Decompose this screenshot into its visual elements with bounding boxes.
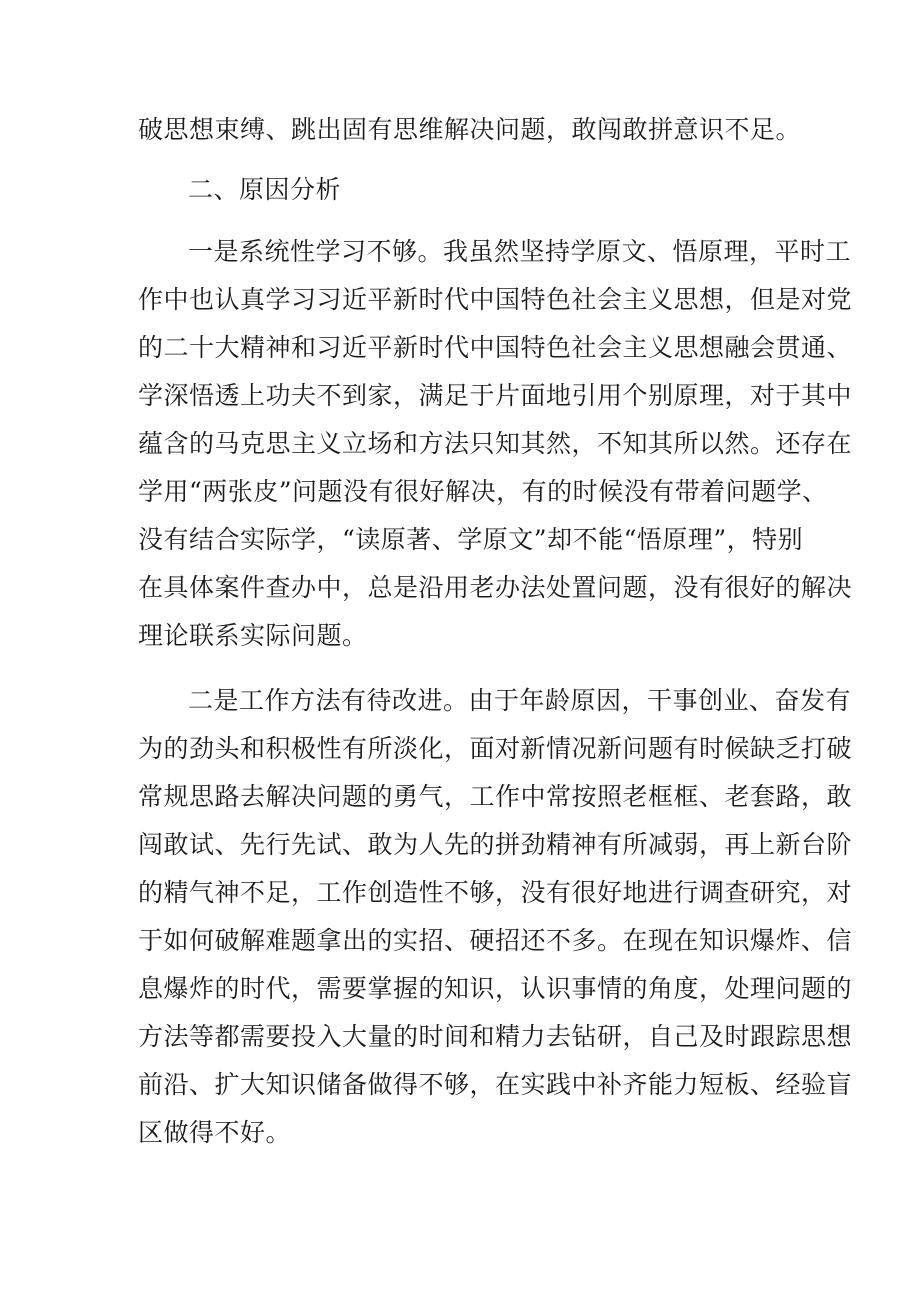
paragraph-line: 区做得不好。 bbox=[138, 1118, 292, 1147]
paragraph-line: 闯敢试、先行先试、敢为人先的拼劲精神有所减弱，再上新台阶 bbox=[138, 830, 853, 859]
paragraph-line: 的精气神不足，工作创造性不够，没有很好地进行调查研究，对 bbox=[138, 878, 853, 907]
paragraph-line: 在具体案件查办中，总是沿用老办法处置问题，没有很好的解决 bbox=[138, 573, 853, 602]
paragraph-line: 常规思路去解决问题的勇气，工作中常按照老框框、老套路，敢 bbox=[138, 782, 853, 811]
paragraph-line: 为的劲头和积极性有所淡化，面对新情况新问题有时候缺乏打破 bbox=[138, 734, 853, 763]
paragraph-line: 方法等都需要投入大量的时间和精力去钻研，自己及时跟踪思想 bbox=[138, 1022, 853, 1051]
paragraph-line: 理论联系实际问题。 bbox=[138, 621, 368, 650]
paragraph-line: 于如何破解难题拿出的实招、硬招还不多。在现在知识爆炸、信 bbox=[138, 926, 853, 955]
paragraph-line: 学用“两张皮”问题没有很好解决，有的时候没有带着问题学、 bbox=[138, 477, 828, 506]
paragraph-line: 蕴含的马克思主义立场和方法只知其然，不知其所以然。还存在 bbox=[138, 429, 853, 458]
paragraph-line: 一是系统性学习不够。我虽然坚持学原文、悟原理，平时工 bbox=[188, 237, 852, 266]
paragraph-line: 学深悟透上功夫不到家，满足于片面地引用个别原理，对于其中 bbox=[138, 381, 853, 410]
paragraph-line: 破思想束缚、跳出固有思维解决问题，敢闯敢拼意识不足。 bbox=[138, 115, 802, 144]
paragraph-line: 作中也认真学习习近平新时代中国特色社会主义思想，但是对党 bbox=[138, 285, 853, 314]
paragraph-line: 的二十大精神和习近平新时代中国特色社会主义思想融会贯通、 bbox=[138, 333, 853, 362]
paragraph-line: 前沿、扩大知识储备做得不够，在实践中补齐能力短板、经验盲 bbox=[138, 1070, 853, 1099]
section-heading: 二、原因分析 bbox=[188, 175, 342, 204]
paragraph-line: 没有结合实际学，“读原著、学原文”却不能“悟原理”，特别 bbox=[138, 525, 804, 554]
paragraph-line: 二是工作方法有待改进。由于年龄原因，干事创业、奋发有 bbox=[188, 686, 852, 715]
paragraph-line: 息爆炸的时代，需要掌握的知识，认识事情的角度，处理问题的 bbox=[138, 974, 853, 1003]
